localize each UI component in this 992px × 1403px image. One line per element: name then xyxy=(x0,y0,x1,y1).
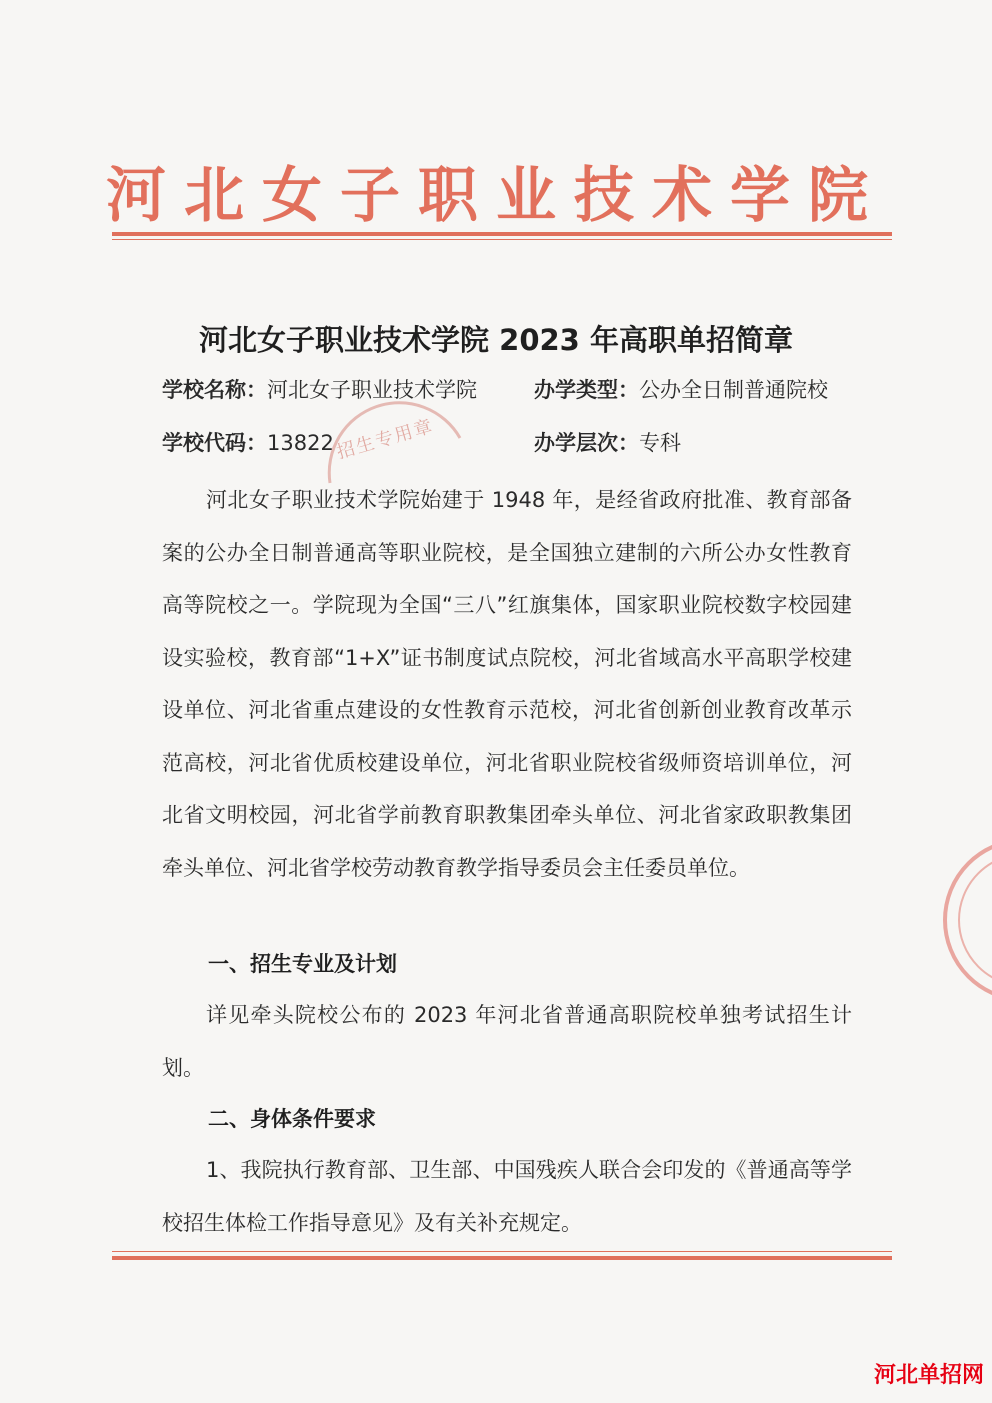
meta-school-code-label: 学校代码： xyxy=(162,431,267,455)
letterhead-rule-thin xyxy=(112,239,892,240)
section-text-enrollment-plan: 详见牵头院校公布的 2023 年河北省普通高职院校单独考试招生计划。 xyxy=(162,1003,852,1080)
footer-rule-thin xyxy=(112,1251,892,1252)
meta-school-type-label: 办学类型： xyxy=(534,378,639,402)
meta-school-name-label: 学校名称： xyxy=(162,378,267,402)
letterhead-rule-thick xyxy=(112,232,892,236)
site-watermark: 河北单招网 xyxy=(873,1362,984,1388)
section-text-physical-requirements: 1、我院执行教育部、卫生部、中国残疾人联合会印发的《普通高等学校招生体检工作指导意见》及有关补充规定。 xyxy=(162,1158,852,1235)
meta-school-level-value: 专科 xyxy=(639,431,681,455)
document-title: 河北女子职业技术学院 2023 年高职单招简章 xyxy=(199,323,793,357)
meta-school-code-value: 13822 xyxy=(267,431,334,455)
meta-school-level-label: 办学层次： xyxy=(534,431,639,455)
meta-school-type-value: 公办全日制普通院校 xyxy=(639,378,828,402)
intro-paragraph: 河北女子职业技术学院始建于 1948 年，是经省政府批准、教育部备案的公办全日制普通高等职业院校，是全国独立建制的六所公办女性教育高等院校之一。学院现为全国“三八”红旗集体，国家职业院校数字校园建设实验校，教育部“1+X”证书制度试点院校，河北省域高水平高职学校建设单位、河北省重点建设的女性教育示范校，河北省创新创业教育改革示范高校，河北省优质校建设单位，河北省职业院校省级师资培训单位，河北省文明校园，河北省学前教育职教集团牵头单位、河北省家政职教集团牵头单位、河北省学校劳动教育教学指导委员会主任委员单位。 xyxy=(162,488,852,880)
letterhead-title: 河北女子职业技术学院 xyxy=(106,161,886,231)
section-heading-physical-requirements: 二、身体条件要求 xyxy=(208,1107,376,1131)
section-heading-enrollment-plan: 一、招生专业及计划 xyxy=(208,952,397,976)
enrollment-stamp-text: 招生专用章 xyxy=(334,415,437,464)
meta-school-code xyxy=(162,428,334,458)
footer-rule-thick xyxy=(112,1256,892,1260)
meta-school-name-value: 河北女子职业技术学院 xyxy=(267,378,477,402)
meta-school-level xyxy=(534,428,681,458)
side-seal-icon xyxy=(930,830,992,1010)
meta-school-type xyxy=(534,375,828,405)
